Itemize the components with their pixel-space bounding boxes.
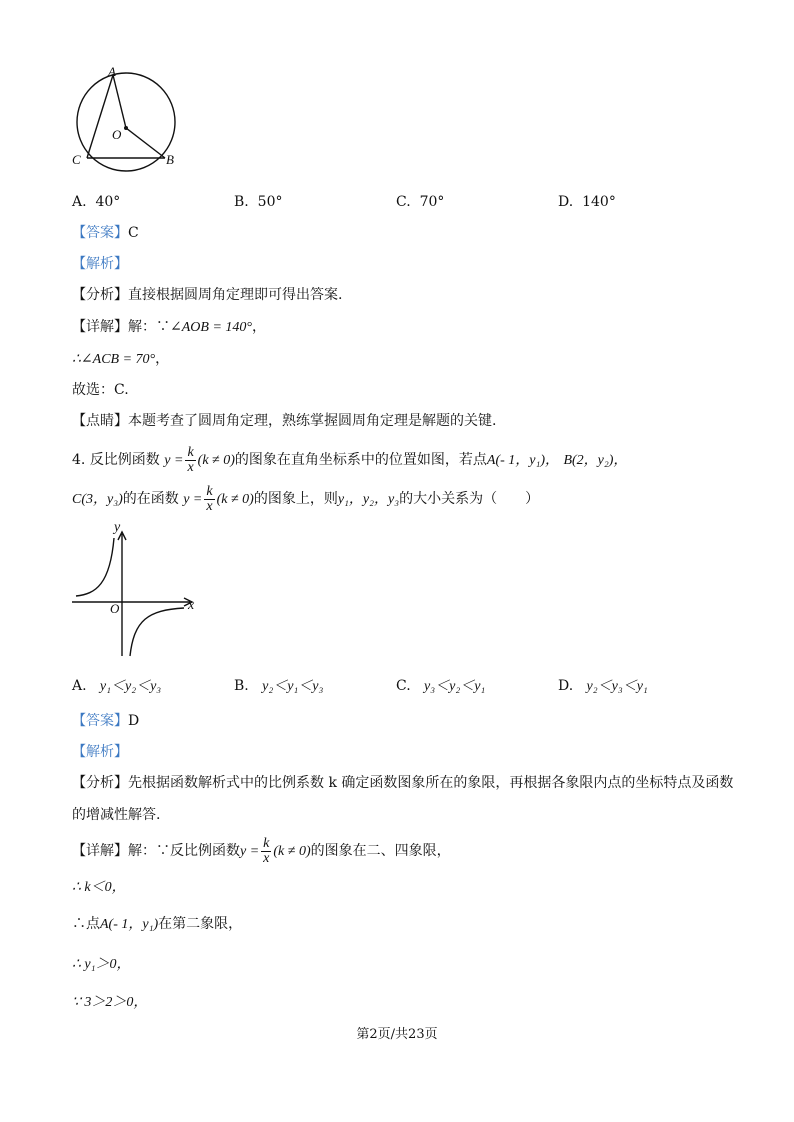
q4-fenxi-line2: 的增减性解答. (72, 807, 161, 823)
q3-option-c: C. 70° (396, 194, 445, 210)
q4-option-c: C. y₃＜y₂＜y₁ (396, 678, 486, 694)
q4-option-a: A. y₁＜y₂＜y₃ (72, 678, 162, 694)
label-A: A (108, 64, 116, 79)
q3-comment: 【点睛】本题考查了圆周角定理，熟练掌握圆周角定理是解题的关键. (72, 413, 497, 429)
q3-detail: 【详解】解：∵∠AOB = 140°， (72, 319, 266, 335)
q3-choose: 故选：C. (72, 382, 129, 398)
q4-option-d: D. y₂＜y₃＜y₁ (558, 678, 648, 694)
q4-step-k: ∴ k＜0， (72, 880, 126, 895)
center-point (124, 126, 128, 130)
branch-quadrant-2 (76, 538, 114, 596)
branch-quadrant-4 (130, 608, 184, 656)
q3-fenxi: 【分析】直接根据圆周角定理即可得出答案. (72, 287, 343, 303)
q3-option-b: B. 50° (234, 194, 283, 210)
q4-stem-line2: C(3，y₃)的在函数 y = $\frac{k}{x}$ (k ≠ 0)的图象上，则y₁，y₂，y₃的大小关系为（ ） (72, 483, 540, 514)
radius-OA (113, 75, 126, 128)
label-B: B (166, 152, 174, 167)
origin-label: O (110, 601, 120, 616)
axis-label-y: y (114, 520, 121, 535)
q3-option-a: A. 40° (72, 194, 121, 210)
q4-step-a: ∴点A(- 1，y₁)在第二象限， (72, 916, 243, 932)
q4-option-b: B. y₂＜y₁＜y₃ (234, 678, 324, 694)
axis-label-x: x (188, 598, 195, 613)
q3-analysis: 【解析】 (72, 256, 128, 272)
q4-step-32: ∵ 3＞2＞0， (72, 995, 148, 1010)
q4-step-y1: ∴ y₁＞0， (72, 957, 131, 972)
q4-answer: 【答案】D (72, 713, 140, 729)
q4-detail: 【详解】解：∵反比例函数y = $\frac{k}{x}$ (k ≠ 0)的图象在二、四象限， (72, 835, 451, 866)
circle-outline (77, 73, 175, 171)
hyperbola-figure (66, 524, 206, 660)
label-C: C (72, 152, 81, 167)
label-O: O (112, 127, 122, 142)
radius-OB (126, 128, 165, 158)
q3-answer: 【答案】C (72, 225, 139, 241)
page-footer: 第2页/共23页 (356, 1027, 438, 1042)
q4-stem-line1: 4. 反比例函数 y = $\frac{k}{x}$ (k ≠ 0)的图象在直角坐标系中的位置如图，若点A(- 1，y₁)， B(2，y₂)， (72, 444, 628, 475)
q3-step2: ∴∠ACB = 70°， (72, 351, 170, 367)
q3-option-d: D. 140° (558, 194, 616, 210)
q4-fenxi-line1: 【分析】先根据函数解析式中的比例系数 k 确定函数图象所在的象限，再根据各象限内点的坐标特点及函数 (72, 775, 734, 791)
q4-analysis: 【解析】 (72, 744, 128, 760)
